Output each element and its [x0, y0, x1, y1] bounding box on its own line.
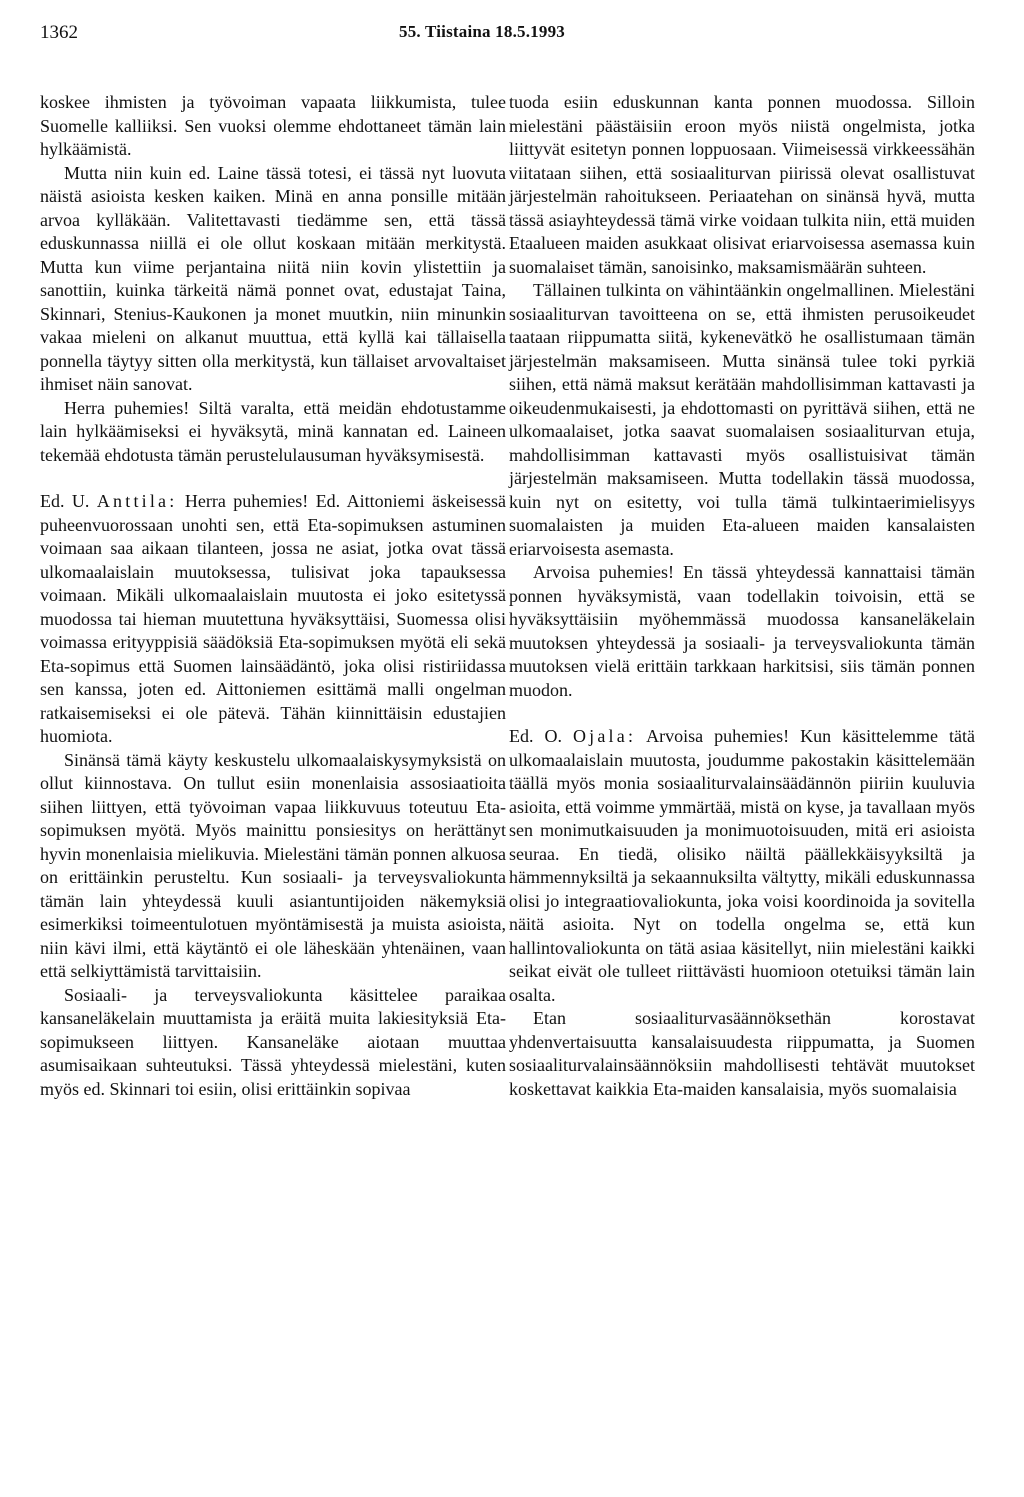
speaker-prefix: Ed. U.	[40, 491, 90, 511]
paragraph: Arvoisa puhemies! En tässä yhteydessä kannattaisi tämän ponnen hyväksymistä, vaan todellakin toivoisin, että se hyväksyttäisiin myöhemmässä muodossa kansaneläkelain muutoksen yhteydessä ja sosiaali- ja terveysvaliokunta tämän muutoksen vielä erittäin tarkkaan harkitsisi, siis tämän ponnen muodon.	[509, 562, 975, 700]
speech-paragraph	[40, 490, 506, 749]
page-number: 1362	[40, 22, 78, 43]
speech-text: Herra puhemies! Ed. Aittoniemi äskeisessä puheenvuorossaan unohti sen, että Eta-sopimuksen astuminen voimaan saa aikaan tilanteen, jossa ne asiat, jotka ovat tässä ulkomaalaislain muutoksessa, tulisivat joka tapauksessa voimaan. Mikäli ulkomaalaislain muutosta ei joko esitetyssä muodossa tai hieman muutettuna hyväksyttäisi, Suomessa olisi voimassa erityyppisiä säädöksiä Eta-sopimuksen myötä eli sekä Eta-sopimus että Suomen lainsäädäntö, joka olisi ristiriidassa sen kanssa, joten ed. Aittoniemen esittämä malli ongelman ratkaisemiseksi ei ole pätevä. Tähän kiinnittäisin edustajien huomiota.	[40, 491, 507, 746]
paragraph: tuoda esiin eduskunnan kanta ponnen muodossa. Silloin mielestäni päästäisiin eroon myös niistä ongelmista, jotka liittyvät esitetyn ponnen loppuosaan. Viimeisessä virkkeessähän viitataan siihen, että sosiaaliturvan piirissä olevat osallistuvat järjestelmän rahoitukseen. Periaatehan on sinänsä hyvä, mutta tässä asiayhteydessä tämä virke voidaan tulkita niin, että muiden Etaalueen maiden asukkaat olisivat eriarvoisessa asemassa kuin suomalaiset tämän, sanoisinko, maksamismäärän suhteen.	[509, 92, 975, 277]
speech-paragraph	[509, 725, 975, 1007]
speaker-prefix: Ed. O.	[509, 726, 562, 746]
paragraph: Etan sosiaaliturvasäännöksethän korostavat yhdenvertaisuutta kansalaisuudesta riippumatta, ja Suomen sosiaaliturvalainsäännöksiin mahdollisesti tehtävät muutokset koskettavat kaikkia Eta-maiden kansalaisia, myös suomalaisia	[509, 1008, 975, 1099]
right-column	[509, 91, 975, 1101]
page-header	[40, 22, 976, 58]
paragraph: Herra puhemies! Siltä varalta, että meidän ehdotustamme lain hylkäämiseksi ei hyväksytä, minä kannatan ed. Laineen tekemää ehdotusta tämän perustelulausuman hyväksymisestä.	[40, 397, 506, 465]
left-column	[40, 91, 506, 1101]
speaker-name: Anttila:	[96, 491, 178, 511]
paragraph: Sosiaali- ja terveysvaliokunta käsittelee paraikaa kansaneläkelain muuttamista ja eräitä muita lakiesityksiä Eta-sopimukseen liittyen. Kansaneläke aiotaan muuttaa asumisaikaan suhteutuksi. Tässä yhteydessä mielestäni, kuten myös ed. Skinnari toi esiin, olisi erittäinkin sopivaa	[40, 984, 506, 1099]
paragraph: koskee ihmisten ja työvoiman vapaata liikkumista, tulee Suomelle kalliiksi. Sen vuoksi olemme ehdottaneet tämän lain hylkäämistä.	[40, 92, 506, 159]
speaker-name: Ojala:	[572, 726, 637, 746]
paragraph: Sinänsä tämä käyty keskustelu ulkomaalaiskysymyksistä on ollut kiinnostava. On tullut esiin monenlaisia assosiaatioita siihen liittyen, että työvoiman vapaa liikkuvuus toteutuu Eta-sopimuksen myötä. Myös mainittu ponsiesitys on herättänyt hyvin monenlaisia mielikuvia. Mielestäni tämän ponnen alkuosa on erittäinkin perusteltu. Kun sosiaali- ja terveysvaliokunta tämän lain yhteydessä kuuli asiantuntijoiden näkemyksiä esimerkiksi toimeentulotuen myöntämisestä ja muista asioista, niin kävi ilmi, että käytäntö ei ole läheskään yhtenäinen, vaan että selkiyttämistä tarvittaisiin.	[40, 749, 506, 981]
paragraph: Mutta niin kuin ed. Laine tässä totesi, ei tässä nyt luovuta näistä asioista kesken kaiken. Minä en anna ponsille mitään arvoa kylläkään. Valitettavasti tiedämme sen, että tässä eduskunnassa niillä ei ole ollut koskaan mitään merkitystä. Mutta kun viime perjantaina niitä niin kovin ylistettiin ja sanottiin, kuinka tärkeitä nämä ponnet ovat, edustajat Taina, Skinnari, Stenius-Kaukonen ja monet muutkin, niin minunkin vakaa mieleni on alkanut muuttua, että kyllä kai tällaisella ponnella täytyy sitten olla merkitystä, kun tällaiset arvovaltaiset ihmiset näin sanovat.	[40, 162, 506, 394]
speech-text: Arvoisa puhemies! Kun käsittelemme tätä ulkomaalaislain muutosta, joudumme pakostakin käsittelemään täällä myös monia sosiaaliturvalainsäädännön piiriin kuuluvia asioita, että voimme ymmärtää, mistä on kyse, ja tavallaan myös sen monimutkaisuuden ja monimuotoisuuden, mitä eri asioista seuraa. En tiedä, olisiko näiltä päällekkäisyyksiltä ja hämmennyksiltä ja sekaannuksilta vältytty, mikäli eduskunnassa olisi jo integraatiovaliokunta, joka voisi koordinoida ja sovitella näitä asioita. Nyt on todella ongelma se, että kun hallintovaliokunta on tätä asiaa käsitellyt, niin mielestäni kaikki seikat eivät ole tulleet riittävästi huomioon otetuiksi tämän lain osalta.	[509, 726, 975, 1005]
paragraph: Tällainen tulkinta on vähintäänkin ongelmallinen. Mielestäni sosiaaliturvan tavoitteena on se, että ihmisten perusoikeudet taataan riippumatta siitä, kykenevätkö he osallistumaan tämän järjestelmän maksamiseen. Mutta sinänsä tulee toki pyrkiä siihen, että nämä maksut kerätään mahdollisimman kattavasti ja oikeudenmukaisesti, ja ehdottomasti on pyrittävä siihen, että ne ulkomaalaiset, jotka saavat suomalaisen sosiaaliturvan etuja, mahdollisimman kattavasti myös osallistuisivat tämän järjestelmän maksamiseen. Mutta todellakin tässä muodossa, kuin nyt on esitetty, voi tulla tämä tulkintaerimielisyys suomalaisten ja muiden Eta-alueen maiden kansalaisten eriarvoisesta asemasta.	[509, 280, 975, 559]
session-date-title: 55. Tiistaina 18.5.1993	[399, 22, 565, 41]
